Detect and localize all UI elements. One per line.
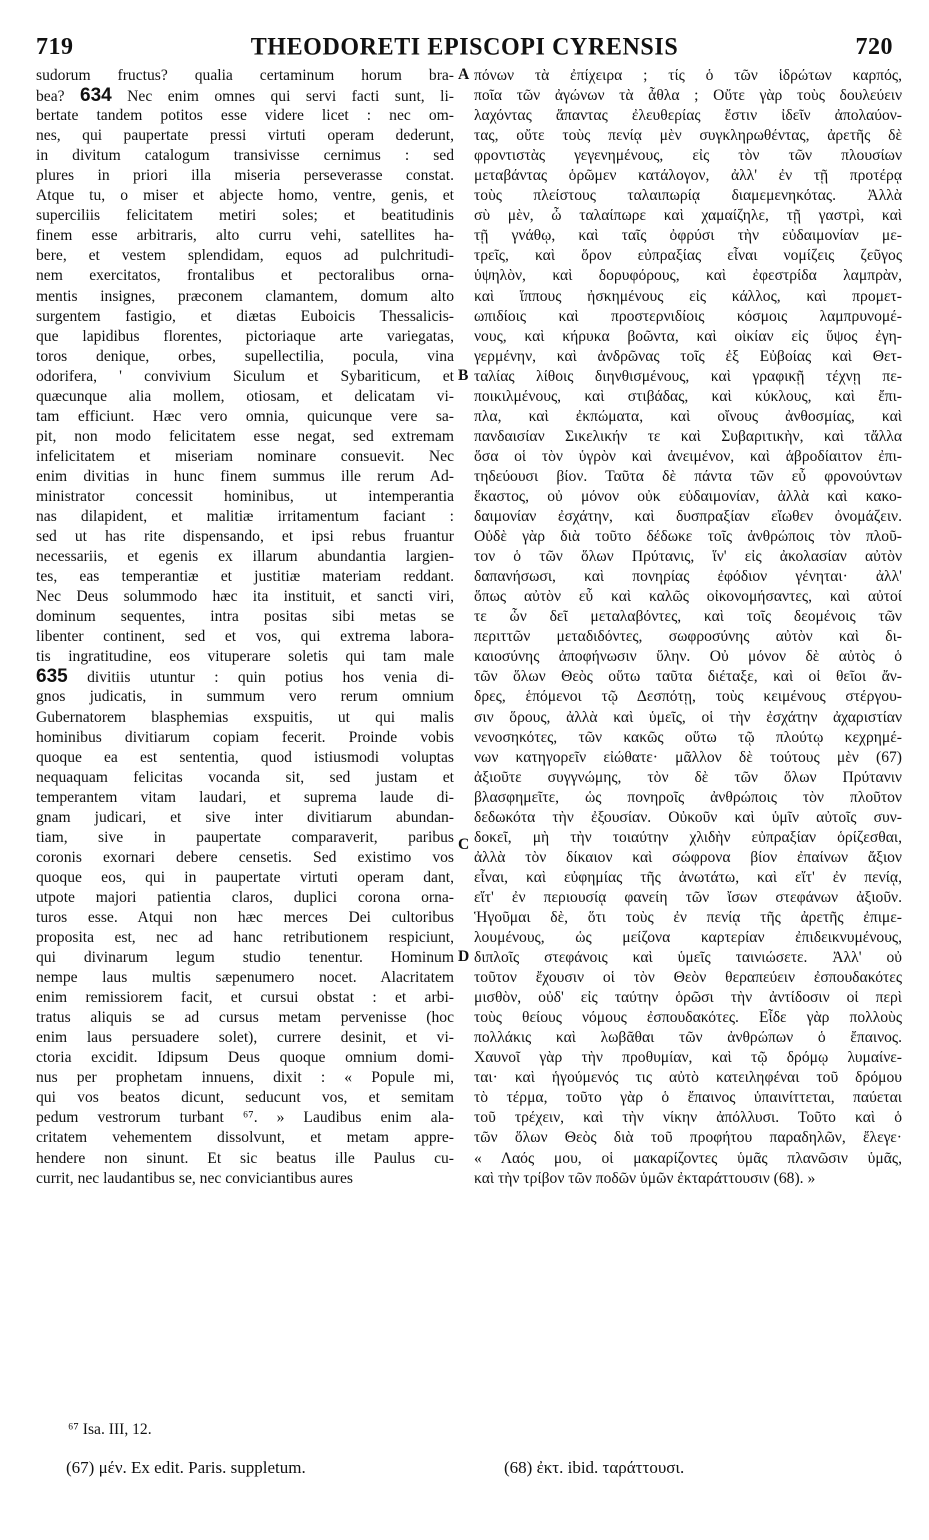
greek-column (474, 66, 902, 1189)
latin-text-line: utpote majori patientia claros, duplici corona orna- (36, 888, 454, 906)
latin-text-line: gnos judicatis, in summum vero rerum omnium (36, 688, 454, 706)
greek-text-line: τρεῖς, καὶ ὅρον εὐπραξίας εἶναι νομίζεις ζεῦγος (474, 247, 902, 265)
latin-text-line: mentis insignes, præconem clamantem, domum alto (36, 287, 454, 305)
greek-text-line: τοὺς πλείστους ταλαιπωρίᾳ διαμεμενηκότας. Ἀλλὰ (474, 187, 902, 205)
greek-text-line: ωπιδίοις καὶ προστερνιδίοις κόσμοις λαμπρυνομέ- (474, 307, 902, 325)
greek-text-line: τῶν ὅλων Θεὸς οὕτω ταῦτα διέταξε, καὶ οἱ θεῖοι ἄν- (474, 668, 902, 686)
latin-text-line: odorifera, ' convivium Siculum et Sybariticum, et (36, 367, 454, 385)
greek-text-line: φροντιστὰς γεγενημένους, εἰς τὸν τῶν πλουσίων (474, 147, 902, 165)
greek-text-line: νους, καὶ κήρυκα βοῶντα, καὶ οἰκίαν εἰς ὕψος ἐγη- (474, 327, 902, 345)
latin-text-line: nequaquam felicitas vocanda sit, sed justam et (36, 768, 454, 786)
greek-text-line: πλα, καὶ ἐκπώματα, καὶ οἴνους ἀνθοσμίας, καὶ (474, 407, 902, 425)
greek-text-line: Οὐδὲ γὰρ διὰ τοῦτο δέδωκε τοῖς ἀνθρώποις τὸν πλοῦ- (474, 528, 902, 546)
latin-text-line: enim laus persuadere solet), currere desinit, et vi- (36, 1029, 454, 1047)
latin-text-line: turos esse. Atqui non hæc merces Dei cultoribus (36, 908, 454, 926)
latin-text-line: infelicitatem et miseriam nominare consuevit. Nec (36, 447, 454, 465)
greek-text-line: δαπανήσωσι, καὶ πονηρίας ἐφόδιον γένηται· ἀλλ' (474, 568, 902, 586)
latin-text-line: pedum vestrorum turbant ⁶⁷. » Laudibus enim ala- (36, 1109, 454, 1127)
latin-text-line: nas dilapident, et malitiæ irritamentum faciant : (36, 508, 454, 526)
greek-text-line: ται· καὶ ἡγούμενός τις αὐτὸ κατειληφέναι τοῦ δρόμου (474, 1069, 902, 1087)
latin-text-line: toros denique, orbes, supellectilia, pocula, vina (36, 347, 454, 365)
greek-text-line: ἕκαστος, οὐ μόνον οὐκ εὐδαιμονίαν, ἀλλὰ καὶ κακο- (474, 487, 902, 505)
latin-text-line: hominibus divitiarum copiam fecerit. Proinde vobis (36, 728, 454, 746)
greek-text-line: νενοσηκότες, τῶν κακῶς οὕτω τῷ πλούτῳ κεχρημέ- (474, 728, 902, 746)
greek-text-line: εἶναι, καὶ εὐφημίας τῆς ἀνωτάτω, καὶ εἴτ' ἐν πενίᾳ, (474, 868, 902, 886)
latin-text-line: bere, et vestem splendidam, equos ad pulchritudi- (36, 247, 454, 265)
greek-text-line: Χαυνοῖ γὰρ τὴν προθυμίαν, καὶ τῷ δρόμῳ λυμαίνε- (474, 1049, 902, 1067)
greek-text-line: τὸ τέρμα, τοῦτο γὰρ ὁ ἔπαινος ὑπαινίττεται, παύεται (474, 1089, 902, 1107)
scripture-footnote: ⁶⁷ Isa. III, 12. (68, 1421, 152, 1438)
greek-text-line: τῶν ὅλων Θεὸς διὰ τοῦ προφήτου παραδηλῶν, ἔλεγε· (474, 1129, 902, 1147)
latin-text-line: gnam judicari, et sive inter divitiarum abundan- (36, 808, 454, 826)
greek-text-line: δοκεῖ, μὴ τὴν τοιαύτην χλιδὴν εὐπραξίαν ὁρίζεσθαι, (474, 828, 902, 846)
greek-text-line: καὶ τὴν τρίβον τῶν ποδῶν ὑμῶν ἐκταράττουσιν (68). » (474, 1169, 816, 1187)
latin-text-line: qui divinarum legum studio tenentur. Hominum (36, 949, 454, 967)
greek-text-line: σὺ μὲν, ὦ ταλαίπωρε καὶ χαμαίζηλε, τῇ γαστρὶ, καὶ (474, 207, 902, 225)
greek-text-line: νων κατηγορεῖν εἰώθατε· μᾶλλον δὲ τούτους μὲν (67) (474, 748, 902, 766)
latin-text-line: tam efficiunt. Hæc vero omnia, quicunque vere sa- (36, 407, 454, 425)
greek-text-line: τον ὁ τῶν ὅλων Πρύτανις, ἵν' εἰς ἀκολασίαν αὐτὸν (474, 548, 902, 566)
latin-text-line: tes, eas temperantiæ et justitiæ materiam reddant. (36, 568, 454, 586)
greek-text-line: τε ὧν δεῖ μεταλαβόντες, καὶ τοῖς δεομένοις τῶν (474, 608, 902, 626)
greek-text-line: « Λαός μου, οἱ μακαρίζοντες ὑμᾶς πλανῶσιν ὑμᾶς, (474, 1149, 902, 1167)
latin-text-line: finem esse arbitraris, alto curru vehi, satellites ha- (36, 227, 454, 245)
greek-text-line: λουμένους, ὡς μείζονα καρτερίαν ἐπιδεικνυμένους, (474, 929, 902, 947)
latin-text-line: necessariis, et egenis ex illarum abundantia largien- (36, 548, 454, 566)
latin-text-line: plures in priori illa miseria perseverasse constat. (36, 167, 454, 185)
latin-text-line: superciliis felicitatem metiri soles; et beatitudinis (36, 207, 454, 225)
latin-text-line: bea? 634 Nec enim omnes qui servi facti sunt, li- (36, 85, 454, 107)
latin-text-line: surgentem fastigio, et diætas Euboicis Thessalicis- (36, 307, 454, 325)
latin-text-line: qui vos beatos dicunt, seducunt vos, et semitam (36, 1089, 454, 1107)
greek-text-line: πανδαισίαν Σικελικήν τε καὶ Συβαριτικὴν, καὶ τἄλλα (474, 427, 902, 445)
greek-text-line: ἀξιοῦτε συγγνώμης, τὸν δὲ τῶν ὅλων Πρύτανιν (474, 768, 902, 786)
page-number-right: 720 (855, 34, 893, 60)
latin-text-line: currit, nec laudantibus se, nec conviciantibus aures (36, 1169, 353, 1187)
greek-text-line: τοὺς θείους νόμους ἐσπουδακότες. Εἶδε γὰρ πολλοὺς (474, 1009, 902, 1027)
greek-text-line: μισθὸν, οὐδ' εἰς ταύτην ὁρῶσι τὴν ἀντίδοσιν οἱ περὶ (474, 989, 902, 1007)
latin-text-line: sudorum fructus? qualia certaminum horum bra- (36, 67, 454, 84)
greek-text-line: περιττῶν μεταδιδόντες, σωφροσύνης αὐτὸν καὶ δι- (474, 628, 902, 646)
greek-text-line: τηδεύουσι βίον. Ταῦτα δὲ πάντα τῶν εὖ φρονούντων (474, 467, 902, 485)
greek-text-line: διπλοῖς στεφάνοις καὶ ὑμεῖς ταινιώσετε. Ἀλλ' οὐ (474, 949, 902, 967)
latin-text-line: que lapidibus florentes, pictoriaque arte variegatas, (36, 327, 454, 345)
greek-text-line: ὅσα οἱ τὸν ὑγρὸν καὶ ἀνειμένον, καὶ ἁβροδίαιτον ἐπι- (474, 447, 902, 465)
latin-text-line: critatem vehementem dissolvunt, et metam appre- (36, 1129, 454, 1147)
latin-text-line: tiam, sive in paupertate comparaverit, paribus (36, 828, 454, 846)
latin-text-line: Atque tu, o miser et abjecte homo, ventre, genis, et (36, 187, 454, 205)
page-header (36, 34, 893, 64)
greek-text-line: λαχόντας ἅπαντας ἐλευθερίας ἔστιν ἰδεῖν ἀπολαύον- (474, 107, 902, 125)
greek-text-line: ταλίας λίθοις διηνθισμένους, καὶ γραφικῇ τέχνῃ πε- (474, 367, 902, 385)
latin-text-line: nem exercitatos, frontalibus et pectoralibus orna- (36, 267, 454, 285)
section-marker-a: A (458, 66, 470, 83)
section-marker-d: D (458, 948, 470, 966)
greek-text-line: καιοσύνης ἀποφήνωσιν ὕλην. Οὐ μόνον δὲ αὐτὸς ὁ (474, 648, 902, 666)
greek-text-line: τας, οὔτε τοὺς πενίᾳ μὲν συγκληρωθέντας, ἀρετῆς δὲ (474, 127, 902, 145)
latin-text-line: ctoria excidit. Idipsum Deus quoque omnium domi- (36, 1049, 454, 1067)
latin-text-line: Nec Deus solummodo hæc ita instituit, et sancti viri, (36, 588, 454, 606)
latin-text-line: libenter continent, sed et vos, qui extrema labora- (36, 628, 454, 646)
greek-text-line: τοῦ τρέχειν, καὶ τὴν νίκην ἀπόλλυσι. Τοῦτο καὶ ὁ (474, 1109, 902, 1127)
greek-text-line: βλασφημεῖτε, ὡς πονηροῖς ἀνθρώποις τὸν πλοῦτον (474, 788, 902, 806)
latin-text-line: enim divitias in hunc finem summus ille rerum Ad- (36, 467, 454, 485)
section-marker-b: B (458, 366, 469, 384)
greek-text-line: ὅπως αὐτὸν εὖ καὶ καλῶς οἰκονομήσαντες, καὶ αὐτοί (474, 588, 902, 606)
greek-text-line: καὶ ἵππους ἠσκημένους εἰς κάλλος, καὶ προμετ- (474, 287, 902, 305)
latin-text-line: hendere non sinunt. Et sic beatus ille Paulus cu- (36, 1149, 454, 1167)
greek-text-line: τοῦτον ἔχουσιν οἱ τὸν Θεὸν θεραπεύειν ἐσπουδακότες (474, 969, 902, 987)
greek-text-line: δεδωκότα τὴν ἐξουσίαν. Οὐκοῦν καὶ ὑμῖν αὐτοῖς συν- (474, 808, 902, 826)
footnote-68: (68) ἐκτ. ibid. ταράττουσι. (504, 1458, 685, 1477)
latin-text-line: proposita est, nec ad hanc retributionem respiciunt, (36, 929, 454, 947)
latin-text-line: Gubernatorem blasphemias exspuitis, ut qui malis (36, 708, 454, 726)
latin-text-line: enim remissiorem facit, et cursui obstat : et arbi- (36, 989, 454, 1007)
greek-text-line: ὑψηλὸν, καὶ δορυφόρους, καὶ ἐφεστρίδα λαμπρὰν, (474, 267, 902, 285)
greek-text-line: δρες, ἑπόμενοι τῷ Δεσπότῃ, τοὺς κειμένους στέργου- (474, 688, 902, 706)
latin-text-line: quoque eos, qui in paupertate virtuti operam dant, (36, 868, 454, 886)
greek-text-line: εἴτ' ἐν περιουσίᾳ φανείη τῶν ἴσων στεφάνων ἀξιοῦν. (474, 888, 902, 906)
greek-text-line: σιν ὅρους, ἀλλὰ καὶ ὑμεῖς, οἱ τὴν ἐσχάτην ἀχαριστίαν (474, 708, 902, 726)
latin-text-line: ministrator concessit hominibus, ut intemperantia (36, 487, 454, 505)
margin-column-number: 634 (80, 85, 112, 107)
greek-text-line: ποικιλμένους, καὶ στιβάδας, καὶ κύκλους, καὶ ἔπι- (474, 387, 902, 405)
latin-column (36, 66, 454, 1189)
greek-text-line: ποῖα τῶν ἀγώνων τὰ ἆθλα ; Οὔτε γὰρ τοὺς δουλεύειν (474, 87, 902, 105)
latin-text-line: nes, qui paupertate pressi virtuti operam dederunt, (36, 127, 454, 145)
greek-text-line: Ἡγοῦμαι δὲ, ὅτι τοὺς ἐν πενίᾳ τῆς ἀρετῆς ἐπιμε- (474, 908, 902, 926)
greek-text-line: γερμένην, καὶ ἀνδρῶνας τοῖς ἐξ Εὐβοίας καὶ Θετ- (474, 347, 902, 365)
latin-text-line: coronis exornari debere censetis. Sed existimo vos (36, 848, 454, 866)
footnote-67: (67) μέν. Ex edit. Paris. suppletum. (66, 1458, 306, 1477)
latin-text-line: nempe laus multis sæpenumero nocet. Alacritatem (36, 969, 454, 987)
greek-text-line: ἀλλὰ τὸν δίκαιον καὶ σώφρονα βίον ἐπαίνων ἄξιον (474, 848, 902, 866)
running-title: THEODORETI EPISCOPI CYRENSIS (250, 33, 679, 61)
margin-column-number: 635 (36, 666, 68, 688)
page-number-left: 719 (36, 34, 74, 60)
latin-text-line: bertate tandem potitos esse videre licet : nec om- (36, 107, 454, 125)
greek-text-line: δαιμονίαν ἐσχάτην, καὶ δυσπραξίαν εἴωθεν ὀνομάζειν. (474, 508, 902, 526)
latin-text-line: nus per prophetam innuens, dixit : « Populе mi, (36, 1069, 454, 1087)
latin-text-line: quoque ea est sententia, quod istiusmodi voluptas (36, 748, 454, 766)
latin-text-line: tis ingratitudine, eos vituperare soletis qui tam male (36, 648, 454, 666)
latin-text-line: tratus aliquis se ad cursus metam pervenisse (hoc (36, 1009, 454, 1027)
greek-text-line: πόνων τὰ ἐπίχειρα ; τίς ὁ τῶν ἱδρώτων καρπός, (474, 67, 902, 84)
latin-text-line: pit, non modo felicitatem esse negat, sed extremam (36, 427, 454, 445)
greek-text-line: μεταβάντας ὁρῶμεν κατάλογον, ἀλλ' ἐν τῇ προτέρᾳ (474, 167, 902, 185)
section-marker-c: C (458, 835, 470, 853)
latin-text-line: 635 divitiis utuntur : quin potius hos venia di- (36, 666, 454, 688)
latin-text-line: quæcunque alia mollem, otiosam, et delicatam vi- (36, 387, 454, 405)
latin-text-line: dominum sequentes, intra positas sibi metas se (36, 608, 454, 626)
latin-text-line: sed ut has rite dispensando, et ipsi rebus fruantur (36, 528, 454, 546)
greek-text-line: τῇ γνάθῳ, καὶ ταῖς ὀφρύσι τὴν εὐδαιμονίαν με- (474, 227, 902, 245)
latin-text-line: in divitum catalogum transivisse cernimus : sed (36, 147, 454, 165)
latin-text-line: temperantem vitam laudari, et suprema laude di- (36, 788, 454, 806)
greek-text-line: πολλάκις καὶ λωβᾶθαι τῶν ἀνθρώπων ὁ ἔπαινος. (474, 1029, 902, 1047)
